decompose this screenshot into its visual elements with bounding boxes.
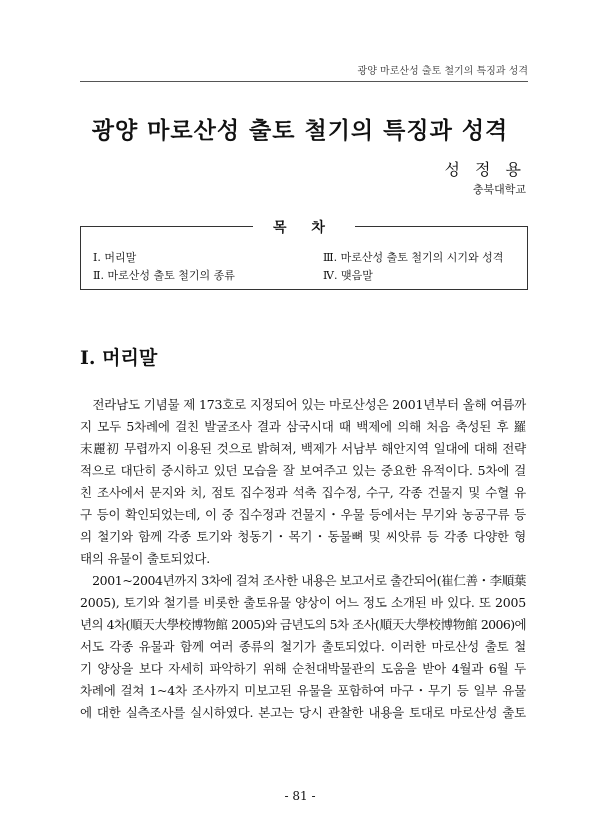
toc-item-2: Ⅱ. 마로산성 출토 철기의 종류 [93, 269, 235, 282]
body-line: 기 양상을 보다 자세히 파악하기 위해 순천대박물관의 도움을 받아 4월과 6월 두 [80, 661, 526, 676]
body-line: 末麗初 무렵까지 이용된 것으로 밝혀져, 백제가 서남부 해안지역 일대에 대해 전략 [80, 441, 526, 456]
body-line: 2005), 토기와 철기를 비롯한 출토유물 양상이 어느 정도 소개된 바 있다. 또 2005 [80, 595, 526, 610]
article-title: 광양 마로산성 출토 철기의 특징과 성격 [91, 117, 509, 144]
toc-heading-wrap [81, 217, 527, 237]
author-name: 성 정 용 [444, 160, 526, 179]
table-of-contents [80, 220, 528, 290]
body-line: 에 대한 실측조사를 실시하였다. 본고는 당시 관찰한 내용을 토대로 마로산성 출토 [80, 705, 526, 720]
author-affiliation: 충북대학교 [472, 183, 526, 196]
page-number: - 81 - [284, 789, 316, 803]
body-line: 전라남도 기념물 제 173호로 지정되어 있는 마로산성은 2001년부터 올해 여름까 [80, 397, 526, 412]
body-line: 서도 각종 유물과 함께 여러 종류의 철기가 출토되었다. 이러한 마로산성 출토 철 [80, 639, 526, 654]
toc-item-3: Ⅲ. 마로산성 출토 철기의 시기와 성격 [323, 251, 504, 264]
body-line: 2001~2004년까지 3차에 걸쳐 조사한 내용은 보고서로 출간되어(崔仁善・李順葉 [80, 573, 526, 588]
body-text [80, 394, 526, 724]
body-line: 태의 유물이 출토되었다. [80, 551, 211, 566]
body-line: 지 모두 5차례에 걸친 발굴조사 결과 삼국시대 때 백제에 의해 처음 축성된 후 羅 [80, 419, 526, 434]
body-line: 적으로 대단히 중시하고 있던 모습을 잘 보여주고 있는 중요한 유적이다. 5차에 걸 [80, 463, 526, 478]
toc-item-1: Ⅰ. 머리말 [93, 251, 137, 264]
toc-item-4: Ⅳ. 맺음말 [323, 269, 373, 282]
body-line: 의 철기와 함께 각종 토기와 청동기・목기・동물뼈 및 씨앗류 등 각종 다양한 형 [80, 529, 526, 544]
body-line: 년의 4차(順天大學校博物館 2005)와 금년도의 5차 조사(順天大學校博物館 2006)에 [80, 617, 526, 632]
section-title: Ⅰ. 머리말 [80, 347, 158, 369]
body-line: 친 조사에서 문지와 치, 점토 집수정과 석축 집수정, 수구, 각종 건물지 및 수혈 유 [80, 485, 526, 500]
running-head: 광양 마로산성 출토 철기의 특징과 성격 [80, 62, 528, 82]
body-line: 차례에 걸쳐 1~4차 조사까지 미보고된 유물을 포함하여 마구・무기 등 일부 유물 [80, 683, 526, 698]
toc-heading: 목 차 [253, 220, 355, 236]
body-line: 구 등이 확인되었는데, 이 중 집수정과 건물지・우물 등에서는 무기와 농공구류 등 [80, 507, 526, 522]
